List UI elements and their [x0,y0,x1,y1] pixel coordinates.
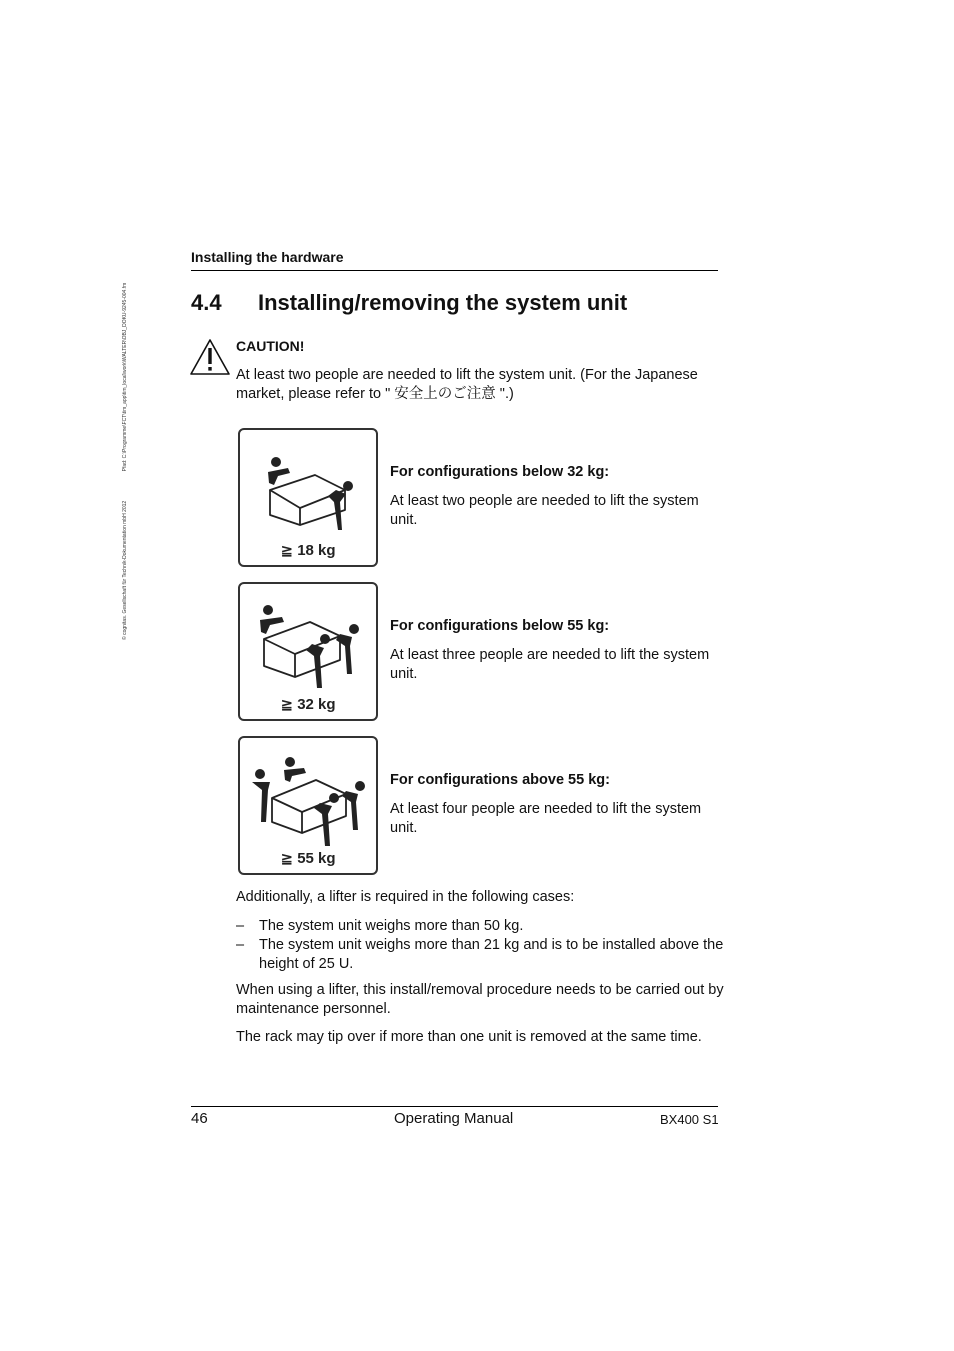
file-path-note: Pfad: C:\Programme\FCT\tim_app\tim_local\work\WALTER\OBJ_DOKU-9245-004.fm [122,282,128,472]
config-1-text: At least two people are needed to lift the system unit. [390,493,699,528]
page-number: 46 [191,1110,208,1127]
three-person-lift-icon [238,582,378,721]
config-2-text: At least three people are needed to lift the system unit. [390,647,710,682]
lifter-cases-list [236,917,726,974]
two-person-lift-icon [238,428,378,567]
config-3-text: At least four people are needed to lift the system unit. [390,801,702,836]
weight-label: ≧ 55 kg [280,850,336,867]
caution-text: At least two people are needed to lift the system unit. (For the Japanese market, please refer to " 安全上のご注意 ".) [236,367,698,402]
list-dash: – [236,937,245,953]
config-2-title: For configurations below 55 kg: [390,618,610,634]
list-item: – The system unit weighs more than 50 kg. [236,918,524,934]
header-rule [191,270,718,271]
weight-label: ≧ 32 kg [280,696,336,713]
section-heading [191,290,627,316]
four-person-lift-icon [238,736,378,875]
section-title: Installing/removing the system unit [258,290,628,315]
lifter-maintenance-note: When using a lifter, this install/removal procedure needs to be carried out by maintenance personnel. [236,982,724,1017]
section-number: 4.4 [191,290,222,315]
side-margin-note [122,240,128,640]
caution-label: CAUTION! [236,338,305,354]
list-item: – The system unit weighs more than 21 kg and is to be installed above the height of 25 U. [236,937,724,972]
rack-tip-warning: The rack may tip over if more than one unit is removed at the same time. [236,1029,702,1045]
list-dash: – [236,918,245,934]
config-1-title: For configurations below 32 kg: [390,464,610,480]
running-head: Installing the hardware [191,249,344,265]
lifter-intro: Additionally, a lifter is required in the following cases: [236,889,575,905]
footer-product-name: BX400 S1 [660,1112,719,1127]
weight-label: ≧ 18 kg [280,542,336,559]
warning-triangle-icon [189,338,231,376]
footer-manual-title: Operating Manual [394,1110,514,1127]
footer-rule [191,1106,718,1107]
copyright-note: © cognitas. Gesellschaft für Technik-Dokumentation mbH 2012 [122,500,128,640]
config-3-title: For configurations above 55 kg: [390,772,610,788]
